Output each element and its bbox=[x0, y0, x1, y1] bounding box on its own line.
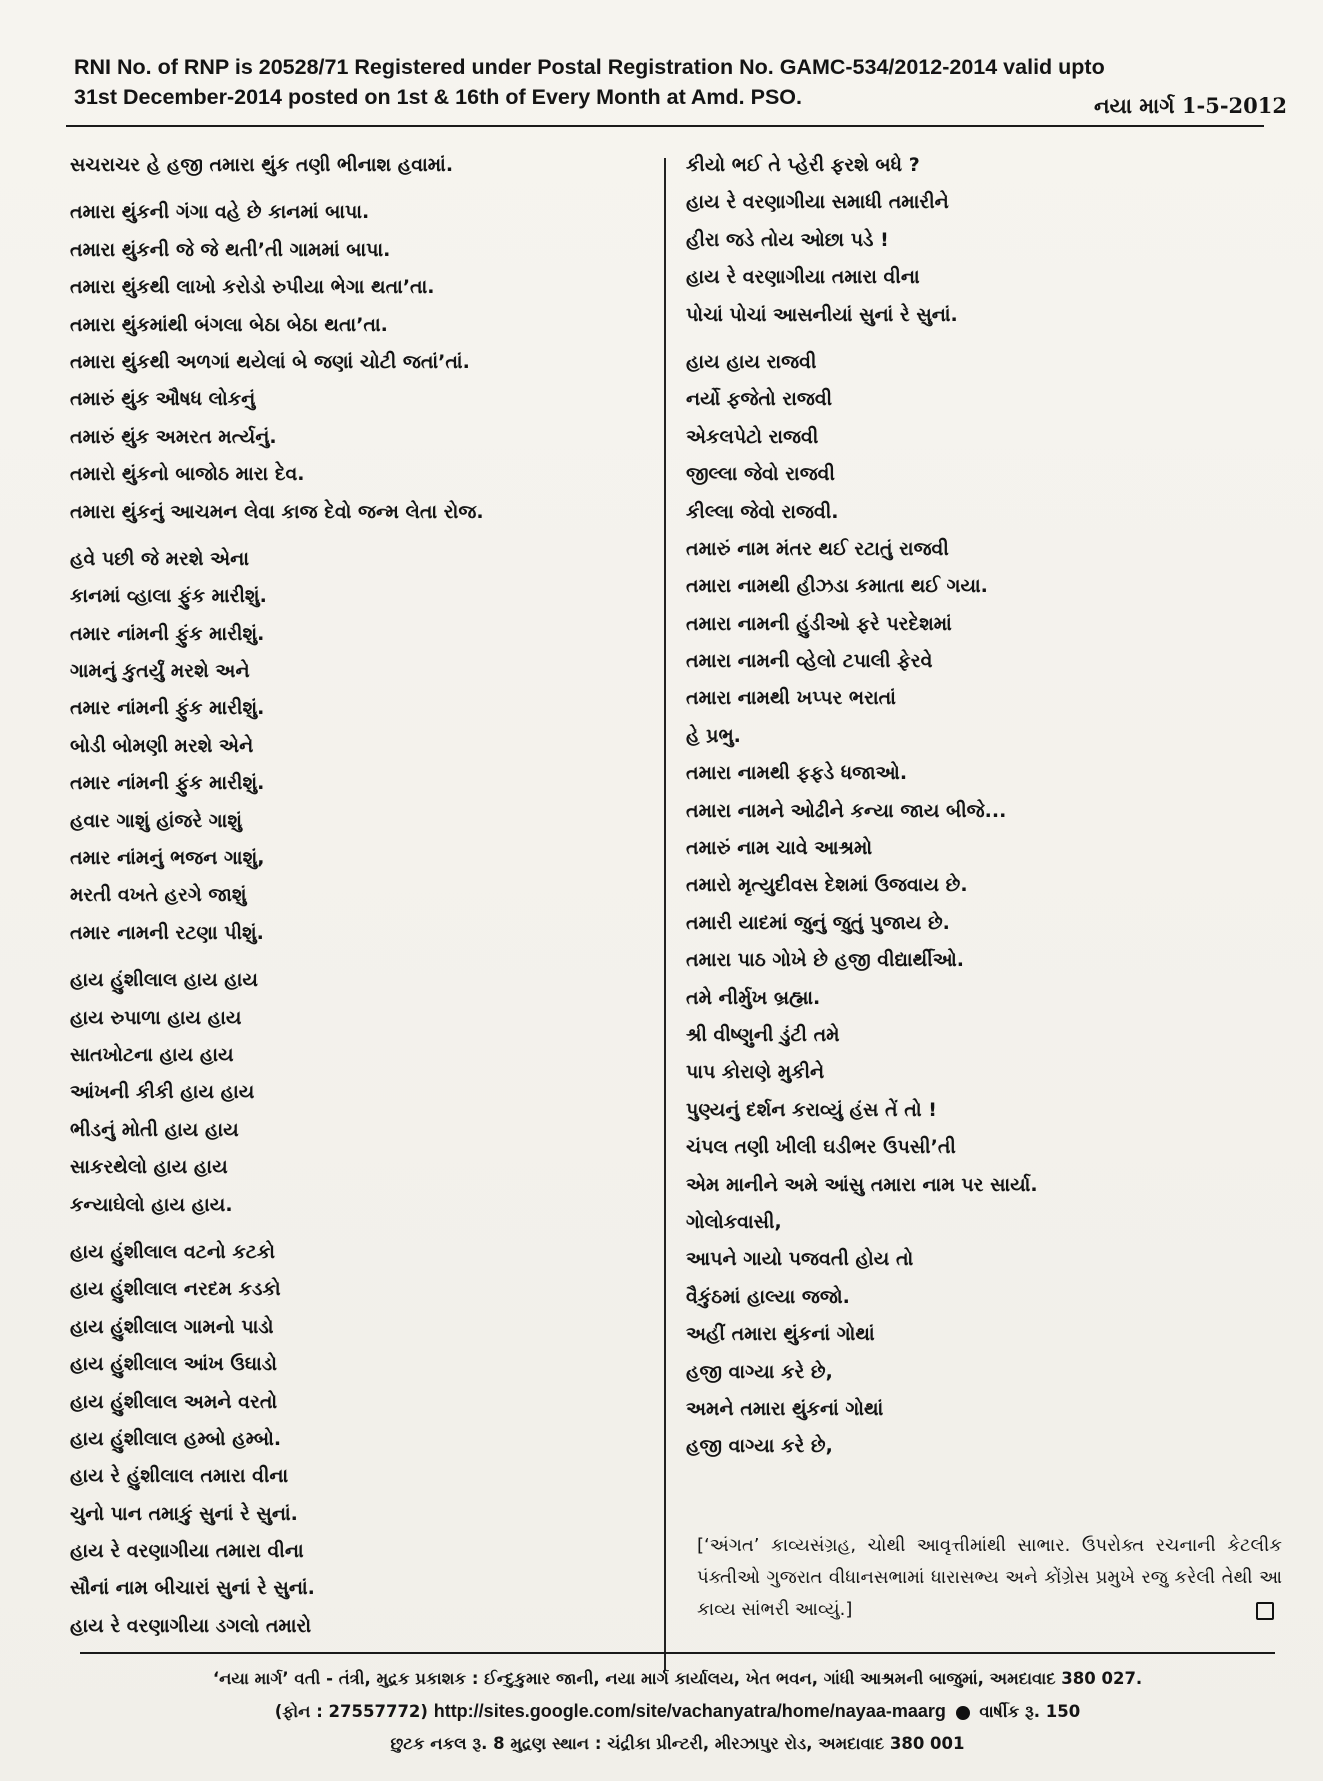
poem-line: તમારી યાદમાં જુનું જુતું પુજાય છે. bbox=[686, 911, 950, 934]
right-stanza-1 bbox=[686, 147, 1266, 334]
subscription-price: વાર્ષીક રૂ. 150 bbox=[979, 1702, 1081, 1721]
poem-line: તમારા થુંકનું આચમન લેવા કાજ દેવો જન્મ લેતા રોજ. bbox=[70, 500, 484, 523]
end-square-icon bbox=[1256, 1602, 1274, 1620]
poem-line: હવાર ગાશું હાંજરે ગાશું bbox=[70, 809, 242, 832]
poem-line: હાય હુંશીલાલ હમ્બો હમ્બો. bbox=[70, 1427, 282, 1450]
poem-line: હાય હુંશીલાલ આંખ ઉઘાડો bbox=[70, 1353, 277, 1376]
poem-line: ચંપલ તણી ખીલી ઘડીભર ઉપસી’તી bbox=[686, 1136, 956, 1159]
poem-line: હાય રે વરણાગીયા તમારા વીના bbox=[686, 266, 920, 289]
registration-line-2: 31st December-2014 posted on 1st & 16th of Every Month at Amd. PSO. bbox=[74, 85, 803, 109]
stanza-gap bbox=[70, 1224, 650, 1234]
poem-intro-line: સચરાચર હે હજી તમારા થુંક તણી ભીનાશ હવામાં. bbox=[70, 154, 454, 176]
poem-line: હાય હુંશીલાલ અમને વરતો bbox=[70, 1390, 278, 1413]
printer-line: છુટક નકલ રૂ. 8 મુદ્રણ સ્થાન : ચંદ્રીકા પ્રીન્ટરી, મીરઝાપુર રોડ, અમદાવાદ 380 001 bbox=[390, 1734, 965, 1753]
poem-line: તમાર નાંમની ફુંક મારીશું. bbox=[70, 772, 265, 795]
poem-line: હે પ્રભુ. bbox=[686, 724, 741, 747]
poem-line: શ્રી વીષ્ણુની ડુંટી તમે bbox=[686, 1023, 840, 1046]
poem-line: હાય હુંશીલાલ વટનો કટકો bbox=[70, 1240, 275, 1263]
poem-line: તમાર નામની રટણા પીશું. bbox=[70, 921, 264, 944]
stanza-gap bbox=[70, 184, 650, 194]
poem-line: નર્યો ફજેતો રાજવી bbox=[686, 388, 833, 411]
poem-line: તમારા થુંકથી અળગાં થયેલાં બે જણાં ચોટી જતાં’તાં. bbox=[70, 350, 470, 373]
poem-line: તમારા નામથી ખપ્પર ભરાતાં bbox=[686, 687, 896, 710]
poem-line: હાય રે વરણાગીયા ડગલો તમારો bbox=[70, 1614, 312, 1637]
poem-line: તમારા નામને ઓઢીને કન્યા જાય બીજે... bbox=[686, 799, 1007, 822]
poem-line: હીરા જડે તોય ઓછા પડે ! bbox=[686, 228, 889, 251]
poem-line: હાય રે વરણાગીયા સમાધી તમારીને bbox=[686, 191, 949, 214]
poem-line: કાનમાં વ્હાલા ફુંક મારીશું. bbox=[70, 585, 267, 608]
poem-line: પાપ કોરાણે મુકીને bbox=[686, 1061, 825, 1084]
contact-line bbox=[80, 1695, 1275, 1728]
poem-line: હાય રુપાળા હાય હાય bbox=[70, 1006, 242, 1029]
poem-line: હજી વાગ્યા કરે છે, bbox=[686, 1435, 833, 1458]
poem-line: ભીડનું મોતી હાય હાય bbox=[70, 1118, 239, 1141]
poem-line: તમારું નામ મંતર થઈ રટાતું રાજવી bbox=[686, 537, 949, 560]
footer-rule bbox=[80, 1652, 1275, 1654]
poem-line: હાય રે વરણાગીયા તમારા વીના bbox=[70, 1540, 304, 1563]
poem-line: તમાર નાંમની ફુંક મારીશું. bbox=[70, 697, 265, 720]
website-url: http://sites.google.com/site/vachanyatra/home/nayaa-maarg bbox=[433, 1701, 946, 1721]
left-stanza-3 bbox=[70, 962, 650, 1224]
poem-line: પોચાં પોચાં આસનીયાં સુનાં રે સુનાં. bbox=[686, 303, 958, 326]
poem-line: જીલ્લા જેવો રાજવી bbox=[686, 463, 835, 486]
poem-line: હાય હાય રાજવી bbox=[686, 350, 817, 373]
poem-line: તમાર નાંમનું ભજન ગાશું, bbox=[70, 847, 265, 870]
right-stanza-2 bbox=[686, 344, 1266, 1466]
poem-line: આપને ગાયો પજવતી હોય તો bbox=[686, 1248, 914, 1271]
phone-number: (ફોન : 27557772) bbox=[274, 1702, 428, 1721]
stanza-gap bbox=[70, 531, 650, 541]
poem-line: તમારા થુંકની ગંગા વહે છે કાનમાં બાપા. bbox=[70, 201, 370, 224]
poem-line: તમાર નાંમની ફુંક મારીશું. bbox=[70, 622, 265, 645]
poem-line: ચુનો પાન તમાકું સુનાં રે સુનાં. bbox=[70, 1502, 298, 1525]
column-divider bbox=[664, 158, 666, 1670]
poem-line: તમારું થુંક અમરત મર્ત્યનું. bbox=[70, 425, 277, 448]
poem-line: સાતખોટના હાય હાય bbox=[70, 1043, 234, 1066]
stanza-gap bbox=[70, 952, 650, 962]
poem-line: મરતી વખતે હરગે જાશું bbox=[70, 884, 247, 907]
right-column bbox=[686, 147, 1266, 1466]
poem-line: બોડી બોમણી મરશે એને bbox=[70, 734, 254, 757]
issue-date: નયા માર્ગ 1-5-2012 bbox=[1093, 93, 1287, 118]
left-stanza-1 bbox=[70, 194, 650, 531]
poem-line: કીલ્લા જેવો રાજવી. bbox=[686, 500, 839, 523]
poem-line: એમ માનીને અમે આંસુ તમારા નામ પર સાર્યા. bbox=[686, 1173, 1038, 1196]
poem-line: હજી વાગ્યા કરે છે, bbox=[686, 1360, 833, 1383]
poem-line: સૌનાં નામ બીચારાં સુનાં રે સુનાં. bbox=[70, 1577, 315, 1600]
poem-line: તમારા નામની હુંડીઓ ફરે પરદેશમાં bbox=[686, 612, 952, 635]
poem-line: તમારા નામથી હીઝડા કમાતા થઈ ગયા. bbox=[686, 575, 988, 598]
poem-line: અહીં તમારા થુંકનાં ગોથાં bbox=[686, 1323, 875, 1346]
source-note bbox=[697, 1530, 1282, 1626]
poem-line: હાય હુંશીલાલ નરદમ કડકો bbox=[70, 1278, 281, 1301]
bullet-icon bbox=[956, 1706, 970, 1720]
masthead bbox=[74, 52, 1287, 118]
poem-line: એકલપેટો રાજવી bbox=[686, 425, 819, 448]
poem-line: કીયો ભઈ તે પ્હેરી ફરશે બધે ? bbox=[686, 154, 920, 176]
imprint-footer bbox=[80, 1663, 1275, 1760]
poem-line: તમારો મૃત્યુદીવસ દેશમાં ઉજવાય છે. bbox=[686, 874, 968, 897]
poem-line: તમારા નામની વ્હેલો ટપાલી ફેરવે bbox=[686, 650, 933, 673]
poem-line: કન્યાઘેલો હાય હાય. bbox=[70, 1193, 233, 1216]
poem-line: પુણ્યનું દર્શન કરાવ્યું હંસ તેં તો ! bbox=[686, 1098, 937, 1121]
poem-line: ગામનું કુતર્યું મરશે અને bbox=[70, 660, 250, 683]
poem-line: તમે નીર્મુખ બ્રહ્મા. bbox=[686, 986, 821, 1009]
left-stanza-2 bbox=[70, 541, 650, 952]
poem-line: હવે પછી જે મરશે એના bbox=[70, 547, 249, 570]
poem-line: વૈકુંઠમાં હાલ્યા જજો. bbox=[686, 1285, 850, 1308]
poem-line: હાય હુંશીલાલ હાય હાય bbox=[70, 969, 258, 992]
poem-line: આંખની કીકી હાય હાય bbox=[70, 1081, 255, 1104]
left-stanza-4 bbox=[70, 1234, 650, 1645]
poem-line: તમારા થુંકમાંથી બંગલા બેઠા બેઠા થતા’તા. bbox=[70, 313, 388, 336]
poem-line: અમને તમારા થુંકનાં ગોથાં bbox=[686, 1397, 884, 1420]
poem-line: તમારું નામ ચાવે આશ્રમો bbox=[686, 837, 873, 860]
left-column bbox=[70, 147, 650, 1645]
source-note-text: [‘અંગત’ કાવ્યસંગ્રહ, ચોથી આવૃત્તીમાંથી સાભાર. ઉપરોક્ત રચનાની કેટલીક પંક્તીઓ ગુજરાત વીધાનસભામાં ધારાસભ્ય અને કોંગ્રેસ પ્રમુખે રજુ કરેલી તેથી આ કાવ્ય સાંભરી આવ્યું.] bbox=[697, 1535, 1282, 1620]
publisher-line: ‘નયા માર્ગ’ વતી - તંત્રી, મુદ્રક પ્રકાશક : ઈન્દુકુમાર જાની, નયા માર્ગ કાર્યાલય, ખેત ભવન, ગાંધી આશ્રમની બાજુમાં, અમદાવાદ 380 027. bbox=[212, 1669, 1143, 1688]
poem-line: હાય રે હુંશીલાલ તમારા વીના bbox=[70, 1465, 289, 1488]
poem-line: તમારો થુંકનો બાજોઠ મારા દેવ. bbox=[70, 463, 305, 486]
poem-line: હાય હુંશીલાલ ગામનો પાડો bbox=[70, 1315, 274, 1338]
poem-line: તમારા નામથી ફફડે ધજાઓ. bbox=[686, 762, 908, 785]
poem-line: તમારા થુંકથી લાખો કરોડો રુપીયા ભેગા થતા’તા. bbox=[70, 276, 435, 299]
stanza-gap bbox=[686, 334, 1266, 344]
poem-line: ગોલોકવાસી, bbox=[686, 1210, 782, 1233]
poem-line: તમારા પાઠ ગોખે છે હજી વીદ્યાર્થીઓ. bbox=[686, 949, 965, 972]
registration-line-1: RNI No. of RNP is 20528/71 Registered under Postal Registration No. GAMC-534/2012-2014 valid upto bbox=[74, 55, 1105, 79]
poem-line: સાકરથેલો હાય હાય bbox=[70, 1156, 228, 1179]
poem-line: તમારા થુંકની જે જે થતી’તી ગામમાં બાપા. bbox=[70, 238, 391, 261]
poem-line: તમારું થુંક ઔષધ લોકનું bbox=[70, 388, 256, 411]
header-rule bbox=[66, 125, 1264, 127]
